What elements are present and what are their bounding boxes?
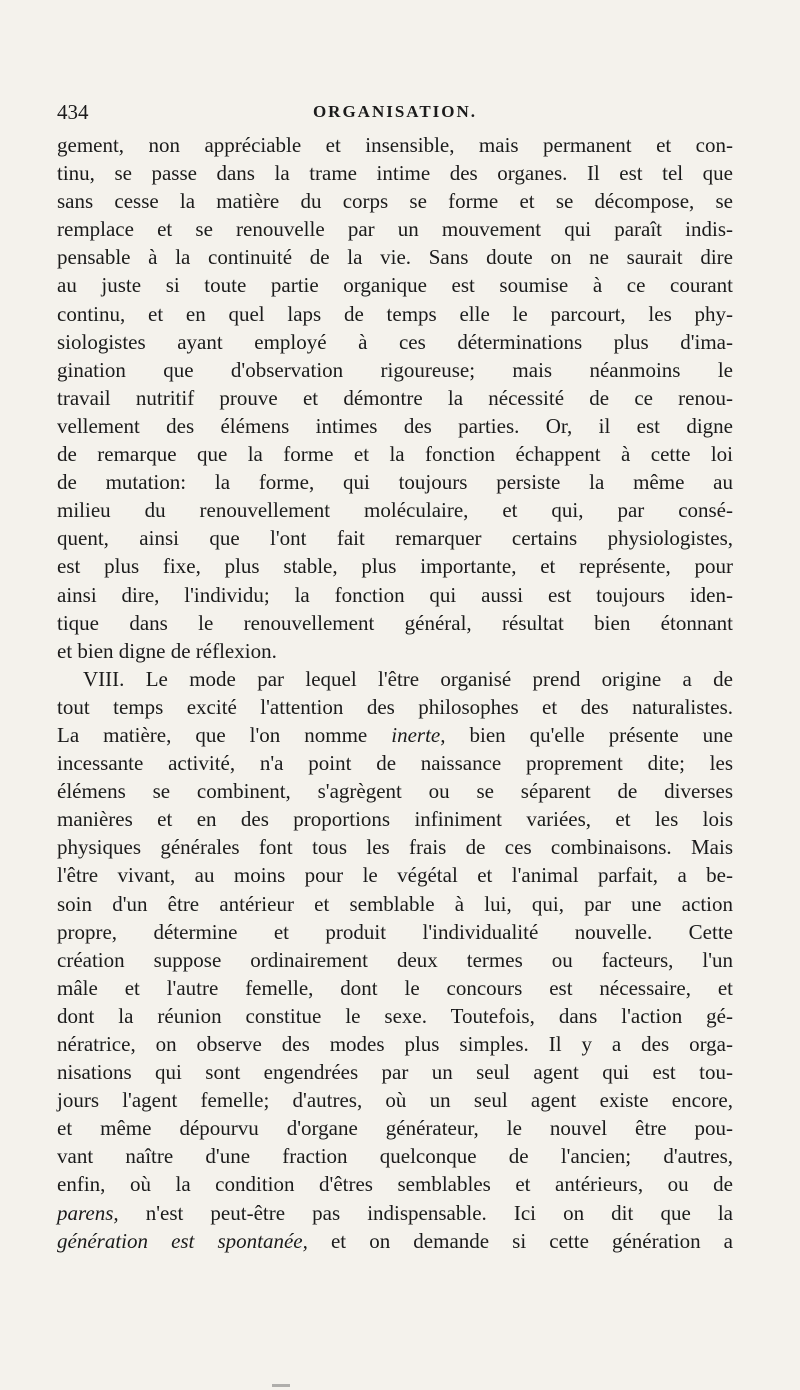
text-line: tinu, se passe dans la trame intime des organes. Il est tel que xyxy=(57,161,733,186)
text-line: propre, détermine et produit l'individualité nouvelle. Cette xyxy=(57,919,733,944)
paragraph-end-line: et bien digne de réflexion. xyxy=(57,638,277,663)
text-line: quent, ainsi que l'ont fait remarquer certains physiologistes, xyxy=(57,526,733,551)
text-line: nisations qui sont engendrées par un seul agent qui est tou- xyxy=(57,1060,733,1085)
text-line: incessante activité, n'a point de naissance proprement dite; les xyxy=(57,751,733,776)
text-line: au juste si toute partie organique est soumise à ce courant xyxy=(57,273,733,298)
text-line-with-italic xyxy=(57,1227,733,1255)
page-number: 434 xyxy=(57,100,89,124)
text-line: travail nutritif prouve et démontre la nécessité de ce renou- xyxy=(57,385,733,410)
text-line: tique dans le renouvellement général, résultat bien étonnant xyxy=(57,610,733,635)
text-segment: bien qu'elle présente une xyxy=(469,722,734,747)
text-line: remplace et se renouvelle par un mouvement qui paraît indis- xyxy=(57,217,733,242)
text-line: sans cesse la matière du corps se forme et se décompose, se xyxy=(57,189,733,214)
text-line: siologistes ayant employé à ces déterminations plus d'ima- xyxy=(57,329,733,354)
text-line: et même dépourvu d'organe générateur, le nouvel être pou- xyxy=(57,1116,733,1141)
running-head: ORGANISATION. xyxy=(312,102,478,121)
italic-term-inerte: inerte, xyxy=(391,722,446,747)
text-segment: et on demande si cette génération a xyxy=(330,1228,733,1253)
text-line: enfin, où la condition d'êtres semblables et antérieurs, ou de xyxy=(57,1172,733,1197)
text-line: ainsi dire, l'individu; la fonction qui aussi est toujours iden- xyxy=(57,582,733,607)
text-line: vant naître d'une fraction quelconque de l'ancien; d'autres, xyxy=(57,1144,733,1169)
text-line: pensable à la continuité de la vie. Sans doute on ne saurait dire xyxy=(57,245,733,270)
text-line: mâle et l'autre femelle, dont le concours est nécessaire, et xyxy=(57,975,733,1000)
text-line: milieu du renouvellement moléculaire, et qui, par consé- xyxy=(57,498,733,523)
body-text xyxy=(57,131,733,1255)
text-segment: n'est peut-être pas indispensable. Ici on dit que la xyxy=(145,1200,734,1225)
text-line: l'être vivant, au moins pour le végétal et l'animal parfait, a be- xyxy=(57,863,733,888)
text-line: dont la réunion constitue le sexe. Toutefois, dans l'action gé- xyxy=(57,1003,733,1028)
text-line-with-italic xyxy=(57,721,733,749)
text-line: continu, et en quel laps de temps elle le parcourt, les phy- xyxy=(57,301,733,326)
text-line: physiques générales font tous les frais de ces combinaisons. Mais xyxy=(57,835,733,860)
text-line: gement, non appréciable et insensible, mais permanent et con- xyxy=(57,133,733,157)
text-line-with-italic xyxy=(57,1199,733,1227)
text-line: de mutation: la forme, qui toujours persiste la même au xyxy=(57,470,733,495)
page-header xyxy=(57,96,733,128)
text-line: gination que d'observation rigoureuse; mais néanmoins le xyxy=(57,357,733,382)
text-line: est plus fixe, plus stable, plus importante, et représente, pour xyxy=(57,554,733,579)
text-line: tout temps excité l'attention des philosophes et des naturalistes. xyxy=(57,694,733,719)
text-line: élémens se combinent, s'agrègent ou se séparent de diverses xyxy=(57,779,733,804)
print-speck xyxy=(272,1384,290,1387)
text-line: soin d'un être antérieur et semblable à lui, qui, par une action xyxy=(57,891,733,916)
text-line: nératrice, on observe des modes plus simples. Il y a des orga- xyxy=(57,1032,733,1056)
text-line: jours l'agent femelle; d'autres, où un seul agent existe encore, xyxy=(57,1088,733,1113)
text-line: manières et en des proportions infiniment variées, et les lois xyxy=(57,807,733,832)
text-segment: La matière, que l'on nomme xyxy=(57,722,368,747)
text-line: de remarque que la forme et la fonction échappent à cette loi xyxy=(57,442,733,467)
italic-term-generation-spontanee: génération est spontanée, xyxy=(57,1228,308,1253)
section-viii-first-line: VIII. Le mode par lequel l'être organisé prend origine a de xyxy=(83,666,733,691)
text-line: vellement des élémens intimes des parties. Or, il est digne xyxy=(57,413,733,438)
italic-term-parens: parens, xyxy=(57,1200,119,1225)
text-line: création suppose ordinairement deux termes ou facteurs, l'un xyxy=(57,947,733,972)
